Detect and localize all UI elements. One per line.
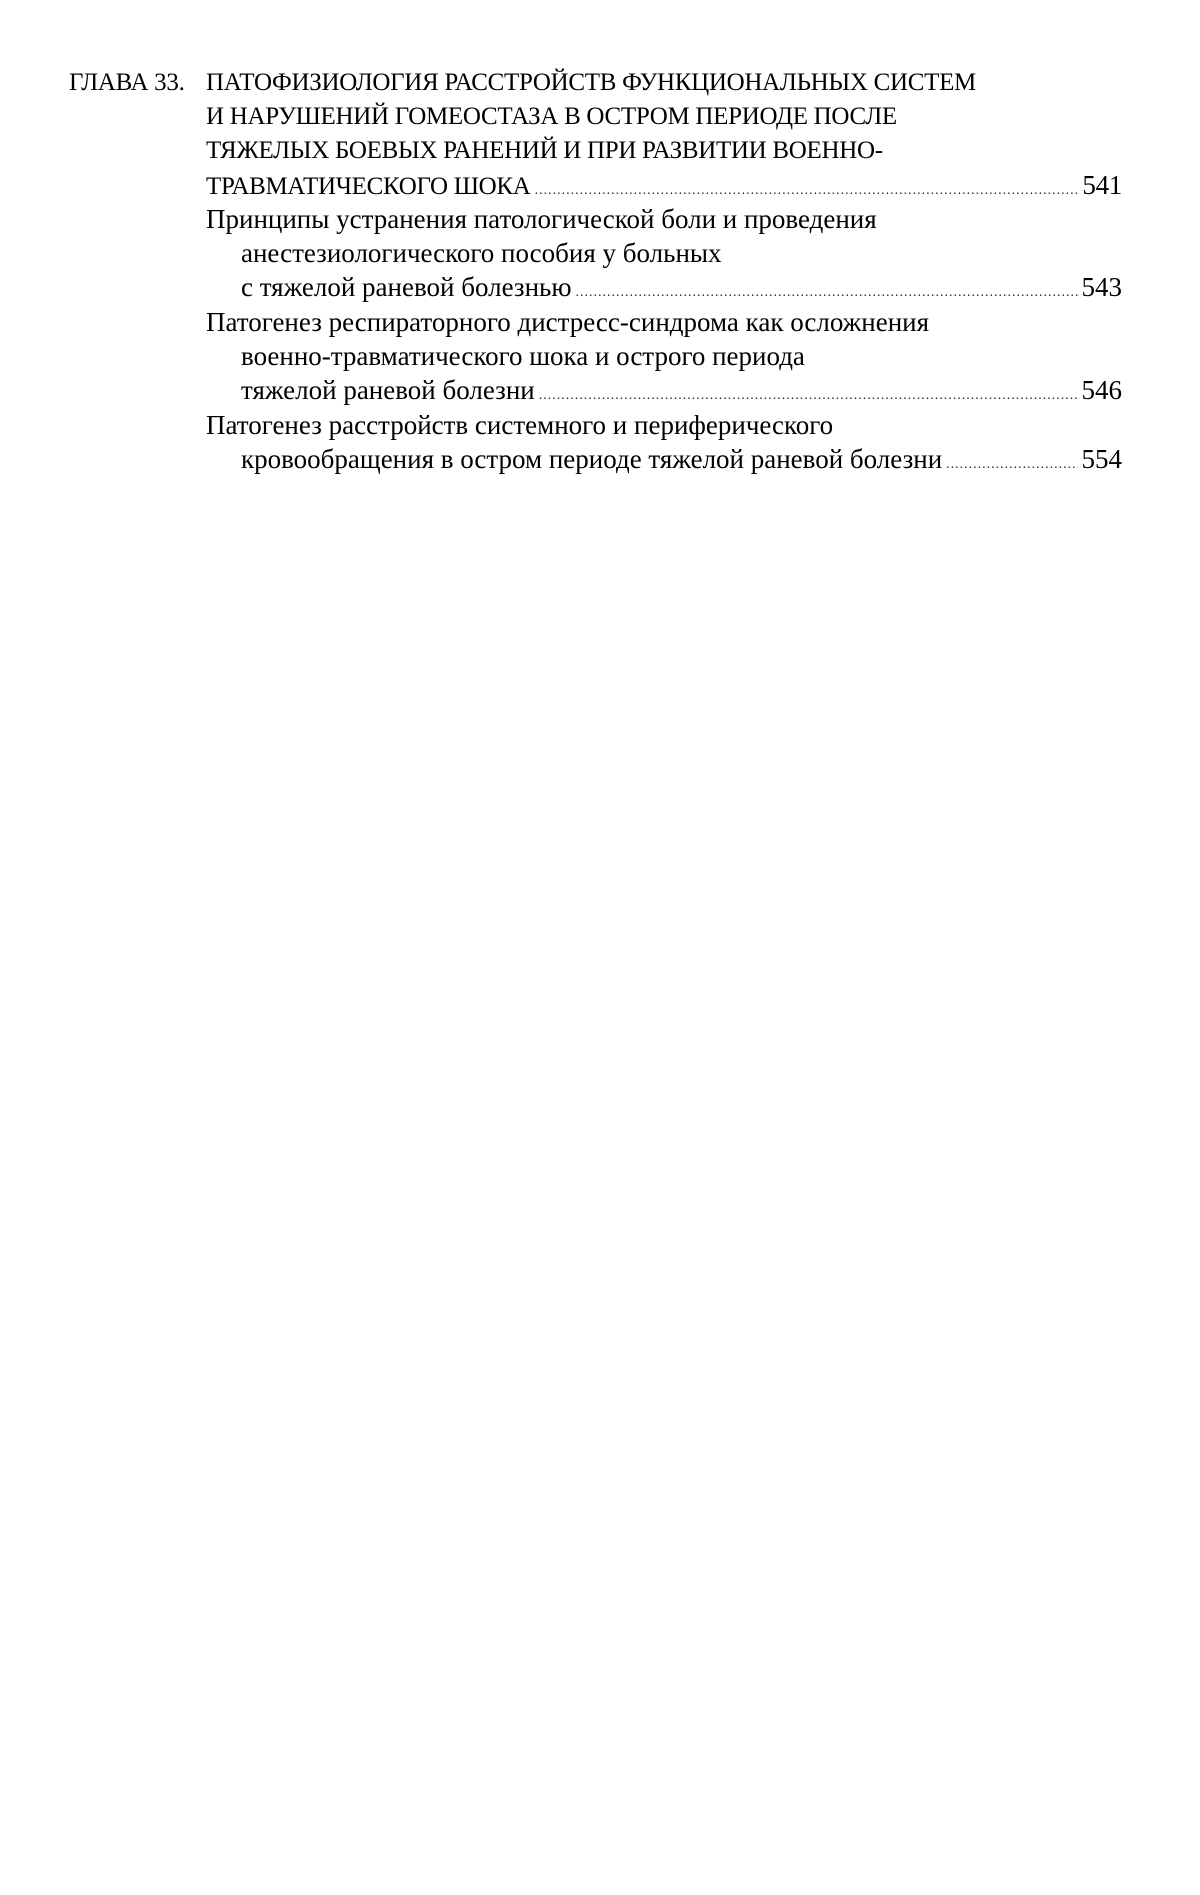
chapter-label: ГЛАВА 33.: [69, 69, 185, 96]
section-title-line: Патогенез расстройств системного и периферического: [206, 410, 834, 440]
section-title-line: тяжелой раневой болезни: [241, 375, 535, 405]
dot-leader: [946, 448, 1077, 482]
chapter-title-line: ПАТОФИЗИОЛОГИЯ РАССТРОЙСТВ ФУНКЦИОНАЛЬНЫХ СИСТЕМ: [206, 69, 976, 96]
section-title-line: кровообращения в остром периоде тяжелой раневой болезни: [241, 444, 943, 474]
chapter-title-line: ТРАВМАТИЧЕСКОГО ШОКА: [206, 173, 531, 200]
page-number: 546: [1081, 375, 1122, 405]
section-title-line: Принципы устранения патологической боли и проведения: [206, 204, 877, 234]
section-title-last-line: [241, 270, 1122, 310]
section-title-line: военно-травматического шока и острого периода: [241, 341, 805, 371]
section-title-line: Патогенез респираторного дистресс-синдрома как осложнения: [206, 307, 930, 337]
chapter-title-line: ТЯЖЕЛЫХ БОЕВЫХ РАНЕНИЙ И ПРИ РАЗВИТИИ ВОЕННО-: [206, 137, 883, 164]
section-title-last-line: [241, 442, 1122, 482]
section-title-line: с тяжелой раневой болезнью: [241, 272, 572, 302]
section-title-line: анестезиологического пособия у больных: [241, 238, 722, 268]
section-title-last-line: [241, 373, 1122, 413]
page-number: 541: [1082, 170, 1122, 200]
page-number: 554: [1081, 444, 1122, 474]
page-number: 543: [1081, 272, 1122, 302]
chapter-title-line: И НАРУШЕНИЙ ГОМЕОСТАЗА В ОСТРОМ ПЕРИОДЕ ПОСЛЕ: [206, 103, 897, 130]
